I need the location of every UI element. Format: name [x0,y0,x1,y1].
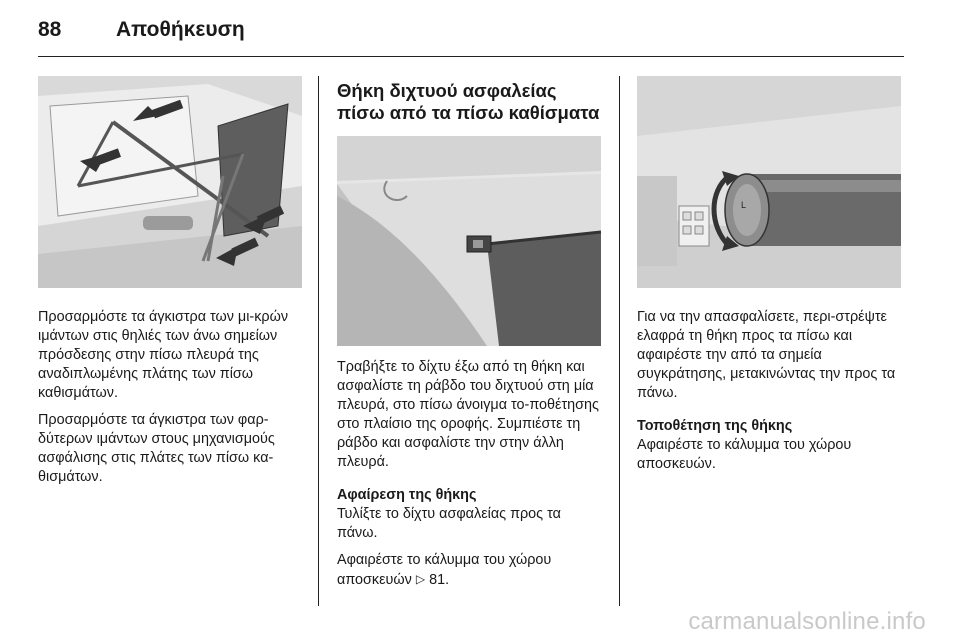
watermark: carmanualsonline.info [688,608,926,635]
column-2 [337,76,603,598]
page-number: 88 [38,18,62,41]
paragraph: Για να την απασφαλίσετε, περι-στρέψτε ελαφρά τη θήκη προς τα πίσω και αφαιρέστε την από τα σημεία συγκράτησης, μετακινώντας την προς τα πάνω. [637,309,896,401]
subheading: Αφαίρεση της θήκης [337,487,477,503]
subheading: Τοποθέτηση της θήκης [637,418,793,434]
paragraph: Προσαρμόστε τα άγκιστρα των φαρ-δύτερων ιμάντων στους μηχανισμούς ασφάλισης στις πλάτες των πίσω κα-θισμάτων. [38,412,275,485]
svg-text:L: L [741,200,747,210]
section-heading: Θήκη διχτυού ασφαλείας πίσω από τα πίσω καθίσματα [337,80,600,123]
paragraph: Προσαρμόστε τα άγκιστρα των μι-κρών ιμάντων στις θηλιές των άνω σημείων πρόσδεσης στην πίσω πλευρά της αναδιπλωμένης πλάτης των πίσω καθισμάτων. [38,309,289,401]
paragraph: Αφαιρέστε το κάλυμμα του χώρου αποσκευών. [637,437,852,472]
paragraph-text: Αφαιρέστε το κάλυμμα του χώρου αποσκευών [337,552,552,588]
page-reference-icon: ▷ [415,572,426,586]
section-title: Αποθήκευση [116,18,245,41]
figure-net-rod-roof-frame [337,136,601,346]
figure-rear-seat-straps [38,76,302,288]
column-divider [619,76,620,606]
figure-cassette-removal [637,76,901,288]
paragraph: Τυλίξτε το δίχτυ ασφαλείας προς τα πάνω. [337,506,561,541]
page-header [38,14,906,48]
column-divider [318,76,319,606]
column-1 [38,76,304,495]
paragraph [337,551,603,590]
header-divider [38,56,904,57]
column-3 [637,76,909,482]
page-reference-link[interactable]: 81. [429,572,450,588]
paragraph: Τραβήξτε το δίχτυ έξω από τη θήκη και ασφαλίστε τη ράβδο του διχτυού στη μία πλευρά, στο πίσω άνοιγμα το-ποθέτησης στο πλαίσιο της οροφής. Συμπιέστε τη ράβδο και ασφαλίστε την στην άλλη πλευρά. [337,359,599,470]
